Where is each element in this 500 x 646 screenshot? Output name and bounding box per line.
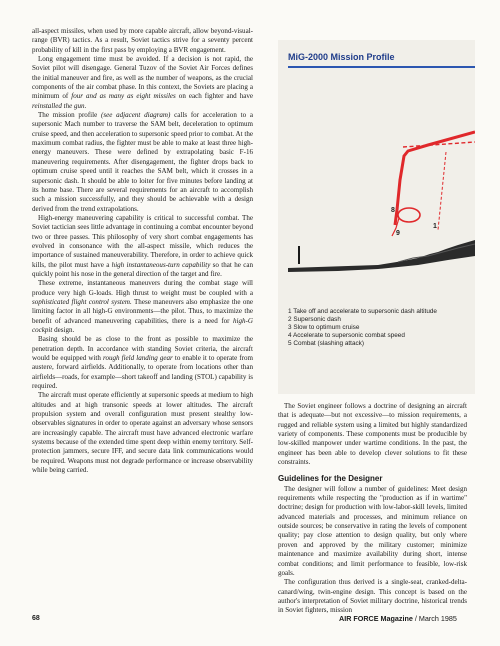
legend-item: 1 Take off and accelerate to supersonic dash altitude bbox=[288, 308, 437, 315]
figure-legend bbox=[288, 308, 468, 348]
right-column bbox=[278, 402, 467, 616]
left-column bbox=[32, 27, 253, 476]
paragraph: The configuration thus derived is a single-seat, cranked-delta-canard/wing, twin-engine design. This concept is based on the author's interpretation of Soviet military doctrine, historical trends in Soviet fighters, mission bbox=[278, 578, 467, 615]
flight-path bbox=[395, 132, 475, 225]
paragraph: These extreme, instantaneous maneuvers during the combat stage will produce very high G-loads. High thrust to weight must be coupled with a sophisticated flight control system. These maneuvers also emphasize the one limiting factor in all high-G environments—the pilot. Thus, to maximize the benefit of advanced maneuvering capabilities, there is a need for high-G cockpit design. bbox=[32, 279, 254, 334]
footer-magazine: AIR FORCE Magazine / March 1985 bbox=[339, 614, 457, 623]
label-8: 8 bbox=[391, 207, 395, 214]
label-1: 1 bbox=[433, 223, 437, 230]
paragraph: The designer will follow a number of guidelines: Meet design requirements while respecting the "production as if in wartime" doctrine; design for production with low-labor-skill levels, limited advanced materials and processes, and minimum reliance on outside sources; be conservative in rating the levels of component quality; pay close attention to design quality, but only where proven and approved by the military customer; minimize maintenance and maximize availability during short, intense combat conditions; and limit performance to feasible, low-risk goals. bbox=[278, 484, 467, 577]
paragraph: The aircraft must operate efficiently at supersonic speeds at medium to high altitudes and at high transonic speeds at lower altitudes. The aircraft propulsion system and overall configuration must present stealthy low-observables signatures in order to operate against an adversary whose sensors are increasingly capable. The aircraft must have advanced electronic warfare systems because of the extended time spent deep within enemy territory. Self-protection jammers, secure IFF, and secure data link communications would be required. Weapons must not degrade performance or increase observability while being carried. bbox=[32, 391, 253, 475]
combat-loop bbox=[398, 208, 420, 222]
dashed-climb bbox=[438, 152, 446, 230]
page-number: 68 bbox=[32, 615, 40, 622]
paragraph: The Soviet engineer follows a doctrine of designing an aircraft that is adequate—but not excessive—to mission requirements, a rugged and reliable system using a limited but highly standardized variety of components. These components must be producible by low-skilled manpower under wartime conditions. In the past, the engineer has been able to develop clever solutions to fit these constraints. bbox=[278, 402, 467, 467]
paragraph: Basing should be as close to the front as possible to maximize the penetration depth. In accordance with standing Soviet criteria, the aircraft would be equipped with rough field landing gear to enable it to operate from austere, forward airfields. Additionally, to operate from locations other than airfields—roads, for example—short takeoff and landing (STOL) capability is required. bbox=[32, 335, 253, 391]
paragraph: High-energy maneuvering capability is critical to successful combat. The Soviet tactician sees little advantage in continuing a combat encounter beyond two or three passes. This philosophy of very short combat engagements has evolved in consonance with the all-aspect missile, which reduces the importance of sustained maneuverability. Therefore, in order to achieve quick kills, the pilot must have a high instantaneous-turn capability so that he can quickly point his nose in the general direction of the target and fire. bbox=[32, 213, 253, 278]
paragraph: Long engagement time must be avoided. If a decision is not rapid, the Soviet pilot will disengage. General Tuzov of the Soviet Air Forces defines the initial maneuver and fire, as well as the number of weapons, as the crucial components of the air combat phase. In this context, the Soviets are placing a minimum of four and as many as eight missiles on each fighter and have reinstalled the gun. bbox=[32, 55, 253, 110]
legend-item: 5 Combat (slashing attack) bbox=[288, 339, 365, 347]
mission-profile-figure bbox=[278, 40, 475, 394]
legend-item: 3 Slow to optimum cruise bbox=[288, 323, 360, 331]
paragraph: all-aspect missiles, when used by more capable aircraft, allow beyond-visual-range (BVR) tactics. As a result, Soviet tactics strive for a seventy percent probability of kill in the first pass by employing a BVR engagement. bbox=[32, 27, 253, 54]
paragraph: The mission profile (see adjacent diagram) calls for acceleration to a supersonic Mach number to traverse the SAM belt, deceleration to optimum cruise speed, and then acceleration to supersonic speed prior to combat. At the maximum combat radius, the fighter must be able to make at least three high-energy maneuvers. These were defined by extrapolating basic F-16 maneuvering requirements. After disengagement, the fighter drops back to optimum cruise speed until it reaches the SAM belt, which it crosses in a supersonic dash. It should be able to loiter for five minutes before landing at its home base. There are several requirements for an aircraft to accomplish such a mission successfully, and they should be achievable with a design derived from the trend extrapolations. bbox=[32, 111, 253, 213]
terrain bbox=[288, 240, 475, 272]
legend-item: 2 Supersonic dash bbox=[288, 315, 341, 323]
legend-item: 4 Accelerate to supersonic combat speed bbox=[288, 331, 405, 339]
figure-title: MiG-2000 Mission Profile bbox=[288, 52, 395, 62]
label-9: 9 bbox=[396, 230, 400, 237]
mission-profile-diagram bbox=[278, 40, 475, 300]
section-heading: Guidelines for the Designer bbox=[278, 474, 383, 484]
